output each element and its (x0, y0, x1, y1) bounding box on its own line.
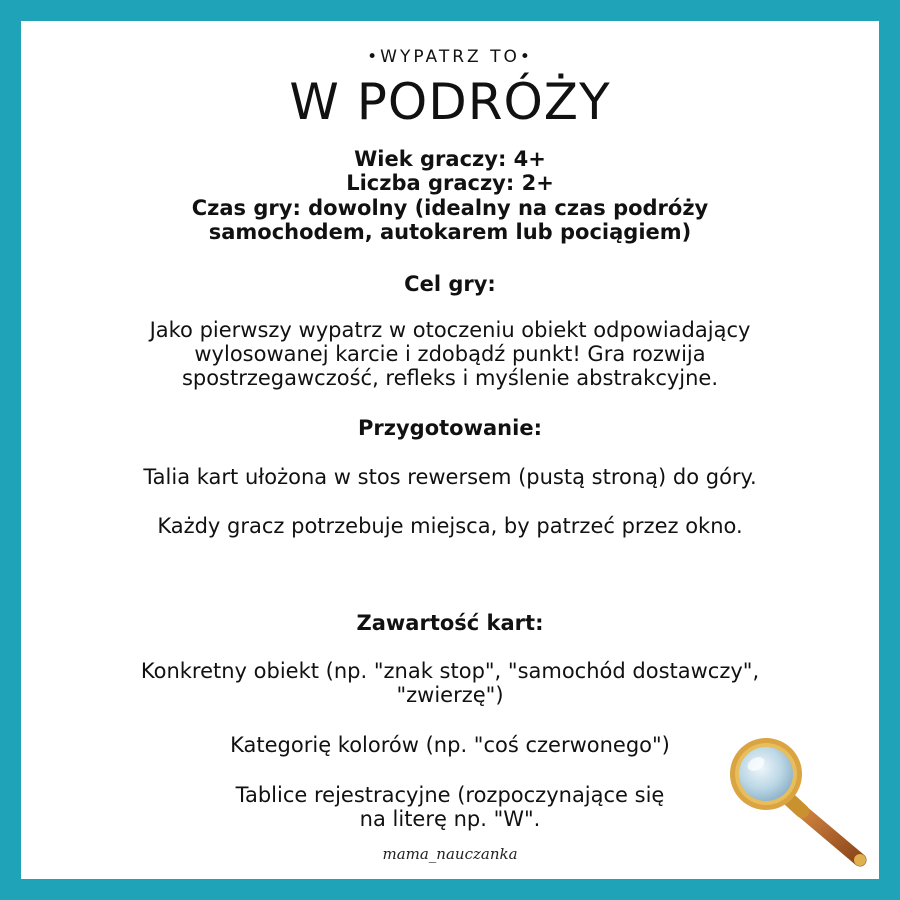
preparation-heading: Przygotowanie: (358, 416, 542, 440)
cards-item-3-line-1: Tablice rejestracyjne (rozpoczynające się (235, 783, 665, 807)
author-signature: mama_nauczanka (382, 845, 518, 863)
cards-item-2: Kategorię kolorów (np. "coś czerwonego") (230, 733, 670, 757)
cards-item-1-line-2: "zwierzę") (396, 683, 504, 707)
goal-line-3: spostrzegawczość, refleks i myślenie abstrakcyjne. (181, 366, 719, 390)
goal-line-1: Jako pierwszy wypatrz w otoczeniu obiekt odpowiadający (149, 318, 751, 342)
cards-item-3-line-2: na literę np. "W". (359, 807, 541, 831)
players-count: Liczba graczy: 2+ (346, 171, 554, 195)
goal-line-2: wylosowanej karcie i zdobądź punkt! Gra rozwija (194, 342, 706, 366)
preparation-text-1: Talia kart ułożona w stos rewersem (pustą stroną) do góry. (143, 465, 757, 489)
preparation-text-2: Każdy gracz potrzebuje miejsca, by patrzeć przez okno. (157, 514, 743, 538)
play-time-line-1: Czas gry: dowolny (idealny na czas podróży (191, 196, 709, 220)
cards-item-1-line-1: Konkretny obiekt (np. "znak stop", "samochód dostawczy", (140, 659, 760, 683)
play-time-line-2: samochodem, autokarem lub pociągiem) (208, 220, 692, 244)
magnifying-glass-icon (718, 734, 878, 878)
game-subtitle: •WYPATRZ TO• (367, 47, 533, 67)
cards-heading: Zawartość kart: (356, 611, 544, 635)
players-age: Wiek graczy: 4+ (354, 147, 546, 171)
goal-heading: Cel gry: (404, 272, 496, 296)
game-title: W PODRÓŻY (289, 73, 611, 131)
